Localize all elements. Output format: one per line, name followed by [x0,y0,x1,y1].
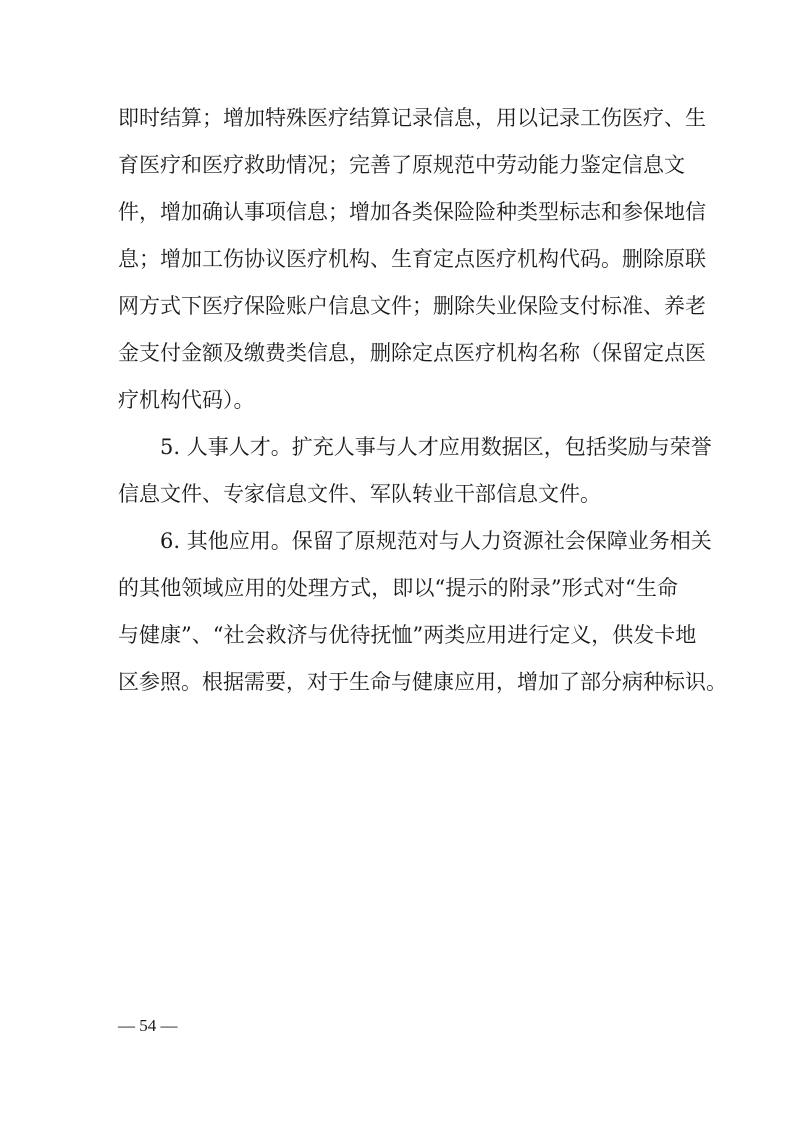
paragraph-line: 疗机构代码）。 [118,388,255,412]
paragraph-line: 信息文件、专家信息文件、军队转业干部信息文件。 [118,482,601,506]
paragraph-line: 的其他领域应用的处理方式，即以“提示的附录”形式对“生命 [118,576,678,600]
paragraph-line: 与健康”、“社会救济与优待抚恤”两类应用进行定义，供发卡地 [118,623,697,647]
paragraph-line: 息；增加工伤协议医疗机构、生育定点医疗机构代码。删除原联 [118,247,706,271]
paragraph-line: 区参照。根据需要，对于生命与健康应用，增加了部分病种标识。 [118,670,727,694]
section-heading-line: 5. 人事人才。扩充人事与人才应用数据区，包括奖励与荣誉 [160,435,712,459]
paragraph-line: 金支付金额及缴费类信息，删除定点医疗机构名称（保留定点医 [118,341,706,365]
paragraph-line: 育医疗和医疗救助情况；完善了原规范中劳动能力鉴定信息文 [118,153,685,177]
paragraph-line: 件，增加确认事项信息；增加各类保险险种类型标志和参保地信 [118,200,706,224]
section-heading-line: 6. 其他应用。保留了原规范对与人力资源社会保障业务相关 [160,529,712,553]
paragraph-line: 即时结算；增加特殊医疗结算记录信息，用以记录工伤医疗、生 [118,106,706,130]
page-number: — 54 — [118,1016,178,1035]
paragraph-line: 网方式下医疗保险账户信息文件；删除失业保险支付标准、养老 [118,294,706,318]
